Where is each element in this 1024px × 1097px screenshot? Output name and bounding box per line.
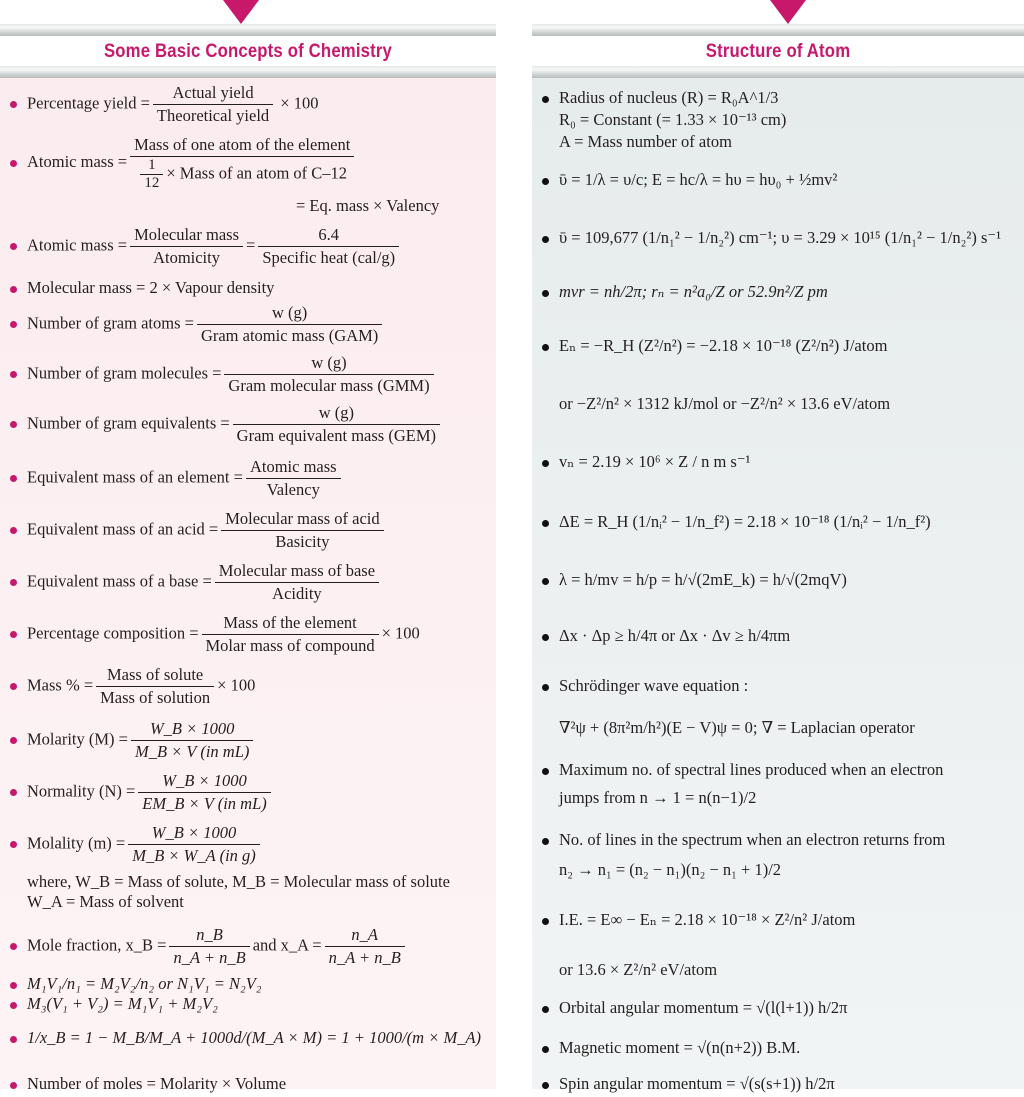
- formula-nucleus-radius: [540, 88, 1020, 108]
- chemistry-basics-panel: [0, 0, 496, 1097]
- numerator: Molecular mass: [130, 224, 243, 247]
- fraction: [131, 718, 253, 763]
- formula-label: Orbital angular momentum = √(l(l+1)) h/2π: [559, 998, 848, 1017]
- bullet-icon: [542, 460, 549, 467]
- numerator: W_B × 1000: [138, 770, 270, 793]
- ionization-energy-alt: or 13.6 × Z²/n² eV/atom: [559, 960, 718, 979]
- formula-lines-in-spectrum: [540, 830, 1020, 850]
- formula-label: Number of moles = Molarity × Volume: [27, 1074, 287, 1093]
- formula-label: ῡ = 1/λ = υ/c; E = hc/λ = hυ = hυ₀ + ½mv²: [559, 170, 838, 189]
- formula-label: Atomic mass =: [27, 235, 128, 255]
- bullet-icon: [10, 982, 17, 989]
- structure-of-atom-panel: [532, 0, 1024, 1097]
- multiplier: × 100: [217, 675, 256, 695]
- fraction: [258, 224, 399, 269]
- numerator: Mass of the element: [202, 612, 379, 635]
- formula-mole-fraction-relation: [8, 1028, 492, 1048]
- denominator: Gram atomic mass (GAM): [200, 326, 379, 345]
- formula-label: Radius of nucleus (R) = R₀A^1/3: [559, 88, 779, 107]
- denominator: Theoretical yield: [156, 106, 270, 125]
- denominator: Mass of solution: [100, 688, 211, 707]
- energy-level-alt-units: or −Z²/n² × 1312 kJ/mol or −Z²/n² × 13.6 eV/atom: [559, 394, 891, 413]
- bullet-icon: [10, 160, 17, 167]
- formula-mass-percent: [8, 664, 492, 709]
- bullet-icon: [542, 96, 549, 103]
- fraction: [169, 924, 249, 969]
- numerator: 6.4: [258, 224, 399, 247]
- numerator: n_A: [325, 924, 405, 947]
- formula-list: [532, 78, 1024, 1093]
- formula-percentage-composition: [8, 612, 492, 657]
- lines-in-spectrum-equation: n₂ → n₁ = (n₂ − n₁)(n₂ − n₁ + 1)/2: [559, 860, 782, 879]
- formula-gram-molecules: [8, 352, 492, 397]
- formula-normality: [8, 770, 492, 815]
- numerator: w (g): [233, 402, 440, 425]
- multiplier: × 100: [280, 93, 319, 113]
- molality-where-note: where, W_B = Mass of solute, M_B = Molecular mass of solute: [27, 872, 450, 891]
- formula-label: Maximum no. of spectral lines produced when an electron: [559, 760, 944, 779]
- formula-atomic-mass-2: [8, 224, 492, 269]
- fraction-one-twelfth: [140, 157, 163, 192]
- formula-mixing: [8, 994, 492, 1014]
- formula-rydberg: [540, 228, 1020, 248]
- fraction: [233, 402, 440, 447]
- formula-label: ΔE = R_H (1/nᵢ² − 1/n_f²) = 2.18 × 10⁻¹⁸ (1/nᵢ² − 1/n_f²): [559, 512, 931, 531]
- formula-eq-mass-element: [8, 456, 492, 501]
- bullet-icon: [542, 634, 549, 641]
- formula-gram-atoms: [8, 302, 492, 347]
- numerator: w (g): [224, 352, 433, 375]
- bullet-icon: [10, 243, 17, 250]
- formula-dilution: [8, 974, 492, 994]
- divider-bar: [532, 24, 1024, 36]
- numerator: Mass of one atom of the element: [130, 134, 354, 157]
- formula-gram-equivalents: [8, 402, 492, 447]
- bullet-icon: [542, 1006, 549, 1013]
- bullet-icon: [10, 1082, 17, 1089]
- numerator: W_B × 1000: [131, 718, 253, 741]
- denominator: EM_B × V (in mL): [142, 794, 267, 813]
- formula-electron-velocity: [540, 452, 1020, 472]
- formula-label: Number of gram molecules =: [27, 363, 222, 383]
- formula-label: Percentage yield =: [27, 93, 150, 113]
- formula-label: 1/x_B = 1 − M_B/M_A + 1000d/(M_A × M) = 1 + 1000/(m × M_A): [27, 1028, 482, 1047]
- section-title: Some Basic Concepts of Chemistry: [103, 41, 393, 62]
- bullet-icon: [542, 684, 549, 691]
- numerator: Molecular mass of acid: [221, 508, 383, 531]
- radius-constant-note: R₀ = Constant (= 1.33 × 10⁻¹³ cm): [559, 110, 787, 129]
- bullet-icon: [10, 789, 17, 796]
- formula-label: Equivalent mass of an acid =: [27, 519, 219, 539]
- numerator: Mass of solute: [96, 664, 214, 687]
- bullet-icon: [10, 371, 17, 378]
- formula-label: Molality (m) =: [27, 833, 126, 853]
- fraction: [130, 134, 354, 192]
- denominator: Atomicity: [153, 248, 220, 267]
- formula-label: Equivalent mass of a base =: [27, 571, 212, 591]
- formula-atomic-mass-1: [8, 134, 492, 192]
- bullet-icon: [10, 101, 17, 108]
- denominator: Basicity: [275, 532, 330, 551]
- bullet-icon: [10, 321, 17, 328]
- fraction: [224, 352, 433, 397]
- formula-uncertainty: [540, 626, 1020, 646]
- denominator: M_B × W_A (in g): [132, 846, 256, 865]
- denominator-text: × Mass of an atom of C–12: [166, 163, 348, 183]
- fraction: [128, 822, 260, 867]
- numerator: W_B × 1000: [128, 822, 260, 845]
- bullet-icon: [10, 943, 17, 950]
- divider-bar: [0, 24, 496, 36]
- formula-label: Molarity (M) =: [27, 729, 128, 749]
- formula-energy-level: [540, 336, 1020, 356]
- denominator: M_B × V (in mL): [134, 742, 250, 761]
- connector-text: and x_A =: [252, 935, 322, 955]
- fraction: [246, 456, 341, 501]
- bullet-icon: [542, 236, 549, 243]
- bullet-icon: [10, 579, 17, 586]
- bullet-icon: [542, 1046, 549, 1053]
- formula-label: Mole fraction, x_B =: [27, 935, 167, 955]
- formula-label: Molecular mass = 2 × Vapour density: [27, 278, 275, 297]
- bullet-icon: [10, 1036, 17, 1043]
- pointer-arrow-icon: [223, 0, 259, 24]
- formula-schrodinger: [540, 676, 1020, 696]
- formula-mole-fraction: [8, 924, 492, 969]
- formula-label: Atomic mass =: [27, 151, 128, 171]
- formula-molecular-mass: [8, 278, 492, 298]
- fraction: [221, 508, 383, 553]
- formula-number-of-moles: [8, 1074, 492, 1094]
- bullet-icon: [10, 683, 17, 690]
- formula-wave-number-energy: [540, 170, 1020, 190]
- section-title: Structure of Atom: [705, 41, 851, 62]
- formula-bohr-radius: [540, 282, 1020, 302]
- formula-magnetic-moment: [540, 1038, 1020, 1058]
- numerator: n_B: [169, 924, 249, 947]
- denominator: n_A + n_B: [328, 948, 401, 967]
- numerator: 1: [140, 157, 163, 175]
- molality-solvent-note: W_A = Mass of solvent: [27, 892, 184, 911]
- denominator: Specific heat (cal/g): [262, 248, 396, 267]
- divider-bar: [532, 66, 1024, 78]
- formula-list: [0, 78, 496, 1093]
- formula-de-broglie: [540, 570, 1020, 590]
- formula-label: Δx · Δp ≥ h/4π or Δx · Δv ≥ h/4πm: [559, 626, 791, 645]
- multiplier: × 100: [381, 623, 420, 643]
- denominator: Gram molecular mass (GMM): [228, 376, 430, 395]
- formula-eq-mass-base: [8, 560, 492, 605]
- formula-label: Equivalent mass of an element =: [27, 467, 243, 487]
- denominator: 12: [144, 175, 160, 191]
- formula-label: Normality (N) =: [27, 781, 136, 801]
- bullet-icon: [542, 768, 549, 775]
- schrodinger-equation: ∇²ψ + (8π²m/h²)(E − V)ψ = 0; ∇ = Laplacian operator: [559, 718, 915, 737]
- formula-eq-mass-acid: [8, 508, 492, 553]
- fraction: [215, 560, 379, 605]
- formula-label: vₙ = 2.19 × 10⁶ × Z / n m s⁻¹: [559, 452, 751, 471]
- fraction: [197, 302, 382, 347]
- fraction: [325, 924, 405, 969]
- formula-spin-angular-momentum: [540, 1074, 1020, 1094]
- formula-percentage-yield: [8, 82, 492, 127]
- denominator: [133, 157, 351, 192]
- divider-bar: [0, 66, 496, 78]
- bullet-icon: [10, 631, 17, 638]
- formula-label: I.E. = E∞ − Eₙ = 2.18 × 10⁻¹⁸ × Z²/n² J/atom: [559, 910, 856, 929]
- formula-ionization-energy: [540, 910, 1020, 930]
- formula-label: M₃(V₁ + V₂) = M₁V₁ + M₂V₂: [27, 994, 218, 1013]
- formula-label: ῡ = 109,677 (1/n₁² − 1/n₂²) cm⁻¹; υ = 3.29 × 10¹⁵ (1/n₁² − 1/n₂²) s⁻¹: [559, 228, 1002, 247]
- bullet-icon: [10, 475, 17, 482]
- formula-energy-difference: [540, 512, 1020, 532]
- bullet-icon: [10, 841, 17, 848]
- bullet-icon: [542, 578, 549, 585]
- fraction: [153, 82, 273, 127]
- bullet-icon: [542, 520, 549, 527]
- denominator: n_A + n_B: [173, 948, 246, 967]
- numerator: w (g): [197, 302, 382, 325]
- denominator: Molar mass of compound: [205, 636, 375, 655]
- bullet-icon: [10, 527, 17, 534]
- formula-label: Number of gram equivalents =: [27, 413, 230, 433]
- bullet-icon: [542, 1082, 549, 1089]
- formula-label: Spin angular momentum = √(s(s+1)) h/2π: [559, 1074, 835, 1093]
- bullet-icon: [10, 1002, 17, 1009]
- fraction: [138, 770, 270, 815]
- formula-label: Number of gram atoms =: [27, 313, 194, 333]
- formula-max-spectral-lines: [540, 760, 1020, 780]
- formula-label: Schrödinger wave equation :: [559, 676, 749, 695]
- bullet-icon: [10, 286, 17, 293]
- formula-label: Percentage composition =: [27, 623, 199, 643]
- formula-label: M₁V₁/n₁ = M₂V₂/n₂ or N₁V₁ = N₂V₂: [27, 974, 262, 993]
- pointer-arrow-icon: [770, 0, 806, 24]
- bullet-icon: [10, 421, 17, 428]
- formula-orbital-angular-momentum: [540, 998, 1020, 1018]
- bullet-icon: [542, 838, 549, 845]
- numerator: Actual yield: [153, 82, 273, 105]
- formula-atomic-mass-valency: = Eq. mass × Valency: [296, 196, 440, 215]
- formula-label: Mass % =: [27, 675, 94, 695]
- bullet-icon: [542, 178, 549, 185]
- fraction: [130, 224, 243, 269]
- bullet-icon: [542, 290, 549, 297]
- fraction: [202, 612, 379, 657]
- formula-molality: [8, 822, 492, 867]
- formula-label: No. of lines in the spectrum when an electron returns from: [559, 830, 946, 849]
- formula-label: mvr = nh/2π; rₙ = n²a₀/Z or 52.9n²/Z pm: [559, 282, 828, 301]
- bullet-icon: [542, 344, 549, 351]
- bullet-icon: [10, 737, 17, 744]
- fraction: [96, 664, 214, 709]
- mass-number-note: A = Mass number of atom: [559, 132, 732, 151]
- numerator: Atomic mass: [246, 456, 341, 479]
- denominator: Valency: [266, 480, 320, 499]
- equals: =: [246, 235, 256, 255]
- max-spectral-lines-equation: jumps from n → 1 = n(n−1)/2: [559, 788, 757, 807]
- formula-label: Magnetic moment = √(n(n+2)) B.M.: [559, 1038, 801, 1057]
- formula-label: λ = h/mv = h/p = h/√(2mE_k) = h/√(2mqV): [559, 570, 847, 589]
- numerator: Molecular mass of base: [215, 560, 379, 583]
- formula-label: Eₙ = −R_H (Z²/n²) = −2.18 × 10⁻¹⁸ (Z²/n²) J/atom: [559, 336, 888, 355]
- denominator: Gram equivalent mass (GEM): [236, 426, 436, 445]
- formula-molarity: [8, 718, 492, 763]
- denominator: Acidity: [272, 584, 322, 603]
- bullet-icon: [542, 918, 549, 925]
